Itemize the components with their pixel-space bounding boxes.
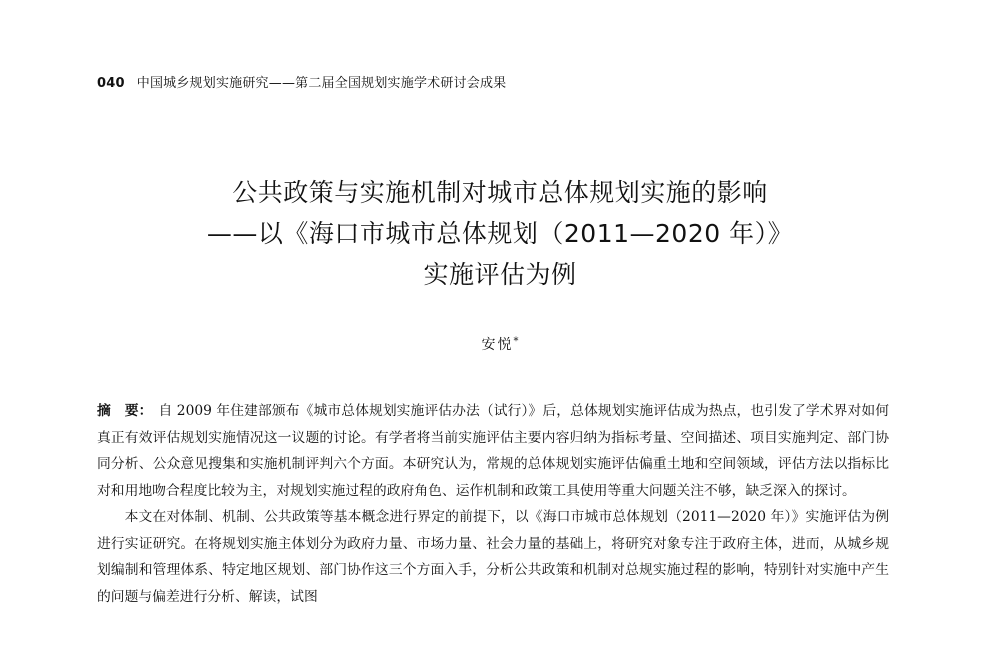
- title-line-2: ——以《海口市城市总体规划（2011—2020 年）》: [206, 219, 794, 248]
- author: [0, 334, 1000, 354]
- abstract-section: [97, 398, 889, 610]
- running-head-text: 中国城乡规划实施研究——第二届全国规划实施学术研讨会成果: [136, 76, 507, 91]
- running-head: [97, 72, 506, 91]
- abstract-paragraph-1: [97, 398, 889, 504]
- paper-title: [100, 172, 900, 295]
- page-number: 040: [97, 76, 125, 91]
- abstract-paragraph-2: 本文在对体制、机制、公共政策等基本概念进行界定的前提下，以《海口市城市总体规划（2011—2020 年）》实施评估为例进行实证研究。在将规划实施主体划分为政府力量、市场力量、社会力量的基础上，将研究对象专注于政府主体，进而，从城乡规划编制和管理体系、特定地区规划、部门协作这三个方面入手，分析公共政策和机制对总规实施过程的影响，特别针对实施中产生的问题与偏差进行分析、解读，试图: [97, 509, 889, 605]
- author-footnote-mark: *: [513, 336, 519, 347]
- title-line-1: 公共政策与实施机制对城市总体规划实施的影响: [232, 178, 768, 207]
- author-name: 安悦: [481, 337, 514, 353]
- title-line-3: 实施评估为例: [423, 260, 577, 289]
- abstract-text: 自 2009 年住建部颁布《城市总体规划实施评估办法（试行）》后，总体规划实施评估成为热点，也引发了学术界对如何真正有效评估规划实施情况这一议题的讨论。有学者将当前实施评估主要内容归纳为指标考量、空间描述、项目实施判定、部门协同分析、公众意见搜集和实施机制评判六个方面。本研究认为，常规的总体规划实施评估偏重土地和空间领域，评估方法以指标比对和用地吻合程度比较为主，对规划实施过程的政府角色、运作机制和政策工具使用等重大问题关注不够，缺乏深入的探讨。: [97, 403, 890, 499]
- abstract-label: 摘 要：: [97, 403, 153, 419]
